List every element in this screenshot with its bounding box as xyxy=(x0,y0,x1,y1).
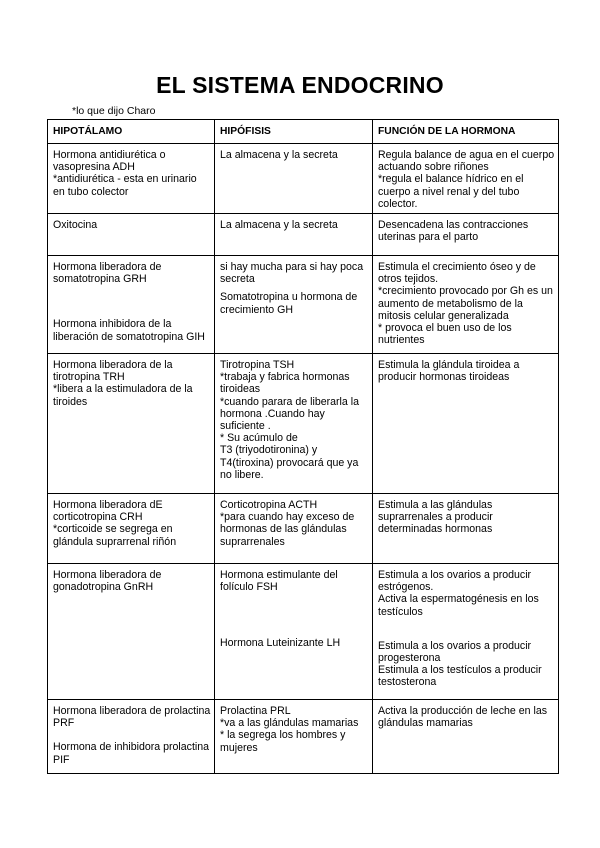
cell-text: *corticoide se segrega en glándula suprarrenal riñón xyxy=(53,523,177,548)
table-row xyxy=(48,256,559,354)
table-header-row xyxy=(48,120,559,144)
cell-text: Hormona de inhibidora prolactina PIF xyxy=(53,741,210,766)
cell-text: Desencadena las contracciones uterinas para el parto xyxy=(378,219,529,244)
cell-text: Prolactina PRL xyxy=(220,705,291,718)
cell-hipofisis xyxy=(215,354,373,494)
cell-text: Hormona estimulante del folículo FSH xyxy=(220,569,338,594)
cell-text: * provoca el buen uso de los nutrientes xyxy=(378,322,512,347)
cell-hipofisis xyxy=(215,700,373,774)
cell-text: Hormona liberadora de la tirotropina TRH xyxy=(53,359,173,384)
cell-funcion xyxy=(373,354,559,494)
table-row xyxy=(48,144,559,214)
cell-hipofisis xyxy=(215,564,373,700)
cell-text: Estimula a las glándulas suprarrenales a producir determinadas hormonas xyxy=(378,499,493,536)
header-hipotalamo: HIPOTÁLAMO xyxy=(48,120,215,144)
cell-text: Estimula el crecimiento óseo y de otros tejidos. xyxy=(378,261,536,286)
cell-text: *crecimiento provocado por Gh es un aumento de metabolismo de la mitosis celular generalizada xyxy=(378,285,553,322)
cell-text: Hormona liberadora de gonadotropina GnRH xyxy=(53,569,162,594)
cell-text: Estimula a los testículos a producir testosterona xyxy=(378,664,542,689)
cell-text: Hormona liberadora de somatotropina GRH xyxy=(53,261,162,286)
cell-text: La almacena y la secreta xyxy=(220,149,338,161)
cell-text: *va a las glándulas mamarias xyxy=(220,717,359,730)
cell-text: *para cuando hay exceso de hormonas de las glándulas suprarrenales xyxy=(220,511,355,548)
cell-text: Tirotropina TSH xyxy=(220,359,295,372)
cell-hipofisis xyxy=(215,256,373,354)
cell-text: *cuando parara de liberarla la hormona .Cuando hay suficiente . xyxy=(220,395,359,433)
cell-hipotalamo xyxy=(48,256,215,354)
cell-hipotalamo xyxy=(48,354,215,494)
cell-hipotalamo xyxy=(48,564,215,700)
cell-text: Regula balance de agua en el cuerpo actuando sobre riñones xyxy=(378,149,555,174)
cell-text: Hormona liberadora dE corticotropina CRH xyxy=(53,499,163,524)
cell-hipofisis xyxy=(215,144,373,214)
cell-text: *regula el balance hídrico en el cuerpo a nivel renal y del tubo colector. xyxy=(378,173,524,210)
cell-text: Hormona Luteinizante LH xyxy=(220,637,341,650)
cell-funcion xyxy=(373,144,559,214)
cell-text: Hormona inhibidora de la liberación de somatotropina GIH xyxy=(53,318,205,343)
header-funcion: FUNCIÓN DE LA HORMONA xyxy=(373,120,559,144)
table-row xyxy=(48,564,559,700)
cell-hipotalamo xyxy=(48,494,215,564)
cell-text: *antidiurética - esta en urinario en tubo colector xyxy=(53,173,197,198)
cell-text: T4(tiroxina) provocará que ya no libere. xyxy=(220,456,359,481)
cell-funcion xyxy=(373,214,559,256)
header-hipofisis: HIPÓFISIS xyxy=(215,120,373,144)
cell-hipotalamo xyxy=(48,700,215,774)
cell-hipotalamo xyxy=(48,214,215,256)
cell-funcion xyxy=(373,700,559,774)
note-text: *lo que dijo Charo xyxy=(72,105,156,117)
cell-text: Oxitocina xyxy=(53,219,98,232)
cell-text: si hay mucha para si hay poca secreta xyxy=(220,261,364,286)
cell-funcion xyxy=(373,494,559,564)
cell-text: Activa la producción de leche en las glándulas mamarias xyxy=(378,705,548,730)
cell-text: Estimula a los ovarios a producir progesterona xyxy=(378,639,532,665)
cell-text: * Su acúmulo de xyxy=(220,432,298,445)
cell-funcion xyxy=(373,256,559,354)
table-row xyxy=(48,214,559,256)
table-row xyxy=(48,354,559,494)
cell-text: *trabaja y fabrica hormonas tiroideas xyxy=(220,371,350,396)
cell-text: Somatotropina u hormona de crecimiento GH xyxy=(220,291,358,316)
cell-text: *libera a la estimuladora de la tiroides xyxy=(53,383,193,408)
endocrine-table xyxy=(47,119,559,774)
cell-funcion xyxy=(373,564,559,700)
cell-text: Corticotropina ACTH xyxy=(220,499,318,512)
cell-text: T3 (triyodotironina) y xyxy=(220,444,318,457)
cell-text: Activa la espermatogénesis en los testículos xyxy=(378,593,539,618)
cell-text: Estimula la glándula tiroidea a producir hormonas tiroideas xyxy=(378,359,520,384)
cell-text: Hormona antidiurética o vasopresina ADH xyxy=(53,149,166,174)
cell-text: Hormona liberadora de prolactina PRF xyxy=(53,705,211,730)
cell-text: La almacena y la secreta xyxy=(220,219,338,232)
cell-hipotalamo xyxy=(48,144,215,214)
table-row xyxy=(48,700,559,774)
cell-hipofisis xyxy=(215,494,373,564)
table-row xyxy=(48,494,559,564)
page-title: EL SISTEMA ENDOCRINO xyxy=(156,72,444,98)
cell-text: * la segrega los hombres y mujeres xyxy=(220,729,346,754)
cell-text: Estimula a los ovarios a producir estrógenos. xyxy=(378,569,532,594)
cell-hipofisis xyxy=(215,214,373,256)
